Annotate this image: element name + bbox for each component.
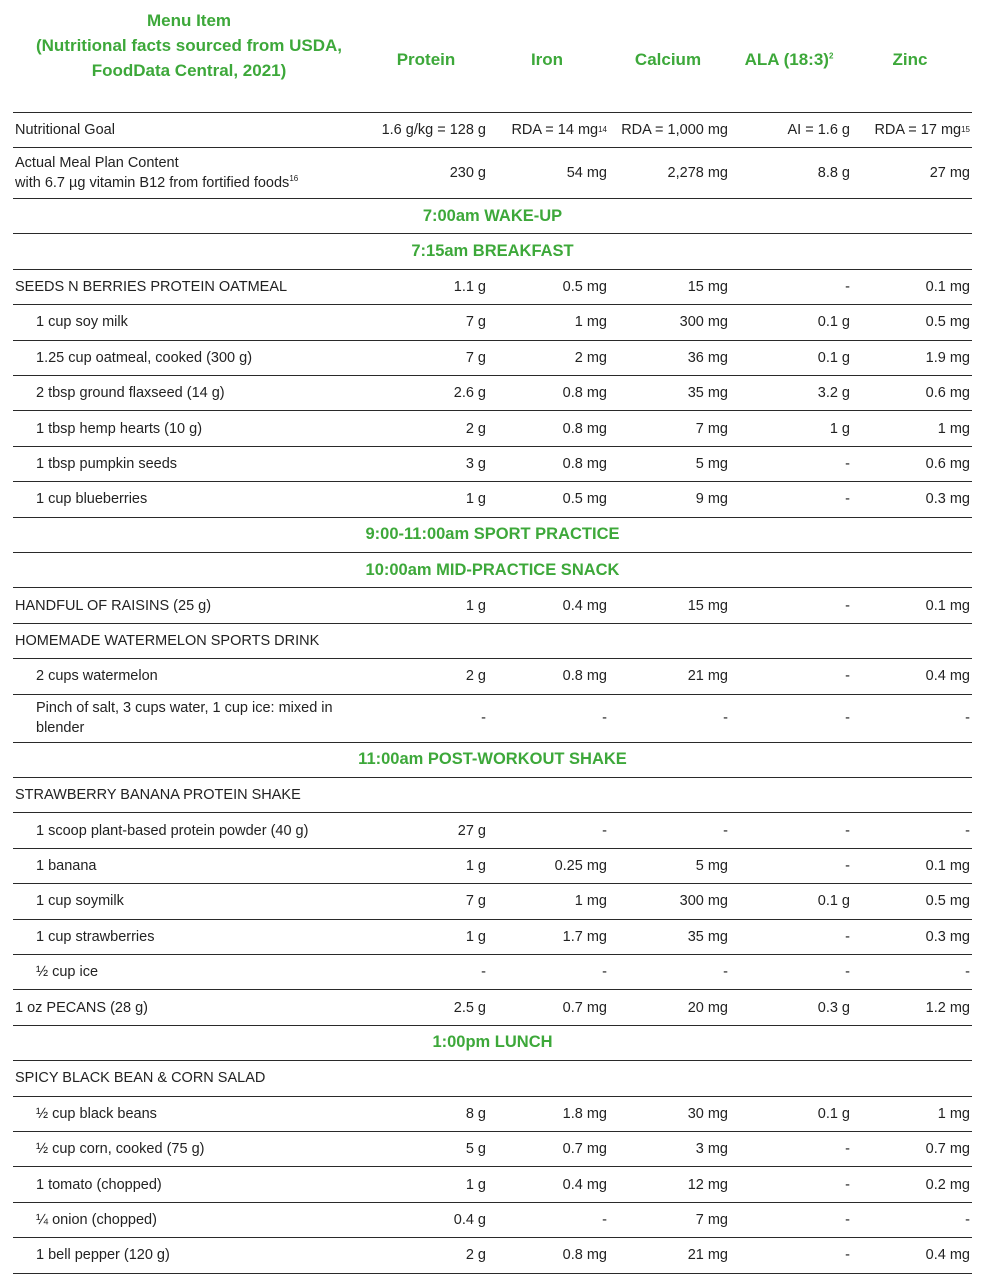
row-protein-value [366,624,486,658]
row-item-label: 1 cup soy milk [36,314,128,331]
row-zinc-value: 0.7 mg [925,1141,970,1158]
row-calcium-value: 15 mg [687,597,728,614]
row-item-label: 1 oz PECANS (28 g) [15,999,148,1016]
goal-ala: AI = 1.6 g [787,122,850,138]
row-protein-value [366,778,486,812]
row-protein-value: 1 g [465,857,486,874]
row-zinc-value: 0.3 mg [925,491,970,508]
row-iron-value [487,778,607,812]
row-iron-value: - [602,822,607,839]
row-protein-value: 2 g [465,420,486,437]
section-header-row [13,518,972,553]
header-menu-item-title: Menu Item [146,11,232,30]
section-title: 9:00-11:00am SPORT PRACTICE [365,525,620,544]
row-calcium-value: - [723,964,728,981]
table-row [13,695,972,743]
row-calcium-value: 21 mg [687,668,728,685]
row-iron-value: 0.7 mg [562,1141,607,1158]
row-protein-value: 1.1 g [453,278,486,295]
row-calcium-value: 5 mg [695,857,728,874]
row-protein-value: 1 g [465,1176,486,1193]
row-ala-value: - [845,278,850,295]
row-item-label: SPICY BLACK BEAN & CORN SALAD [15,1070,266,1087]
row-zinc-value: 0.6 mg [925,455,970,472]
table-row [13,920,972,955]
row-calcium-value: 300 mg [679,314,728,331]
header-protein: Protein [396,50,456,69]
row-protein-value: 7 g [465,349,486,366]
row-calcium-value: 7 mg [695,1211,728,1228]
row-ala-value [730,1061,850,1095]
row-calcium-value: - [723,822,728,839]
row-zinc-value: 1.2 mg [925,999,970,1016]
table-row [13,955,972,990]
header-zinc: Zinc [892,50,928,69]
row-item-label: ½ cup black beans [36,1105,157,1122]
row-ala-value: - [845,857,850,874]
row-ala-value: - [845,455,850,472]
row-ala-value: - [845,1211,850,1228]
row-calcium-value [603,624,728,658]
section-title: 1:00pm LUNCH [432,1033,553,1052]
row-ala-value: 0.1 g [817,314,850,331]
nutritional-goal-row [13,112,972,148]
row-zinc-value: 0.6 mg [925,385,970,402]
row-item-label: ½ cup ice [36,964,99,981]
row-calcium-value: 36 mg [687,349,728,366]
row-calcium-value: 7 mg [695,420,728,437]
row-zinc-value [852,1061,970,1095]
row-protein-value: 2 g [465,668,486,685]
header-menu-source-line1: (Nutritional facts sourced from USDA, [35,36,343,55]
row-item-label: 1 cup strawberries [36,928,155,945]
row-calcium-value: 3 mg [695,1141,728,1158]
row-ala-value: - [845,1247,850,1264]
header-ala-footnote: 2 [828,51,834,61]
section-header-row [13,199,972,234]
row-ala-value [730,778,850,812]
table-row [13,813,972,848]
row-item-label: 1.25 cup oatmeal, cooked (300 g) [36,349,253,366]
row-zinc-value: 0.5 mg [925,893,970,910]
actual-label-footnote: 16 [289,174,299,184]
row-ala-value: - [845,668,850,685]
row-protein-value: 3 g [465,455,486,472]
row-zinc-value: 1.9 mg [925,349,970,366]
actual-label [15,148,367,198]
row-zinc-value: - [965,710,970,727]
row-ala-value: 1 g [829,420,850,437]
row-calcium-value [603,1061,728,1095]
row-protein-value: 7 g [465,314,486,331]
row-item-label: ¼ onion (chopped) [36,1211,157,1228]
row-iron-value: 0.25 mg [554,857,607,874]
row-protein-value: 2.6 g [453,385,486,402]
row-zinc-value: - [965,1211,970,1228]
table-row [13,341,972,376]
row-calcium-value: 21 mg [687,1247,728,1264]
table-row [13,990,972,1025]
row-iron-value: - [602,1211,607,1228]
row-iron-value: 2 mg [574,349,607,366]
row-zinc-value: 0.2 mg [925,1176,970,1193]
row-calcium-value: 12 mg [687,1176,728,1193]
row-ala-value: 3.2 g [817,385,850,402]
row-protein-value: 0.4 g [453,1211,486,1228]
table-row [13,411,972,446]
actual-iron: 54 mg [566,165,607,181]
section-title: 11:00am POST-WORKOUT SHAKE [358,750,627,769]
row-protein-value: 2 g [465,1247,486,1264]
table-row [13,588,972,623]
row-calcium-value: 15 mg [687,278,728,295]
row-calcium-value: 35 mg [687,385,728,402]
actual-label-line2: with 6.7 µg vitamin B12 from fortified foods [15,175,290,191]
row-protein-value: 5 g [465,1141,486,1158]
row-item-label: ½ cup corn, cooked (75 g) [36,1141,205,1158]
row-zinc-value: 0.1 mg [925,597,970,614]
row-ala-value: 0.1 g [817,1105,850,1122]
row-zinc-value: 1 mg [937,1105,970,1122]
row-item-label: HOMEMADE WATERMELON SPORTS DRINK [15,632,320,649]
table-row [13,1167,972,1202]
row-protein-value: 8 g [465,1105,486,1122]
header-menu-source-line2: FoodData Central, 2021) [91,61,287,80]
row-protein-value: 7 g [465,893,486,910]
header-ala-text: ALA (18:3) [744,50,829,69]
section-header-row [13,553,972,588]
row-protein-value: - [481,964,486,981]
actual-ala: 8.8 g [817,165,850,181]
row-zinc-value: - [965,822,970,839]
row-ala-value: - [845,597,850,614]
goal-iron: RDA = 14 mg 14 [511,122,607,138]
row-zinc-value: 0.4 mg [925,1247,970,1264]
row-protein-value: 1 g [465,928,486,945]
row-iron-value [487,1061,607,1095]
row-iron-value: - [602,964,607,981]
row-iron-value: 0.4 mg [562,597,607,614]
row-ala-value: 0.1 g [817,893,850,910]
row-item-label: 2 cups watermelon [36,668,158,685]
goal-iron-text: RDA = 14 mg [511,122,599,138]
row-item-label: 1 cup blueberries [36,491,148,508]
row-calcium-value: 20 mg [687,999,728,1016]
table-row [13,849,972,884]
table-row [13,305,972,340]
table-row [13,376,972,411]
goal-label: Nutritional Goal [15,122,115,138]
row-protein-value [366,1061,486,1095]
header-iron: Iron [530,50,564,69]
row-ala-value: 0.1 g [817,349,850,366]
row-protein-value: 2.5 g [453,999,486,1016]
row-ala-value: - [845,822,850,839]
row-protein-value: 1 g [465,491,486,508]
goal-zinc-text: RDA = 17 mg [874,122,962,138]
table-row [13,1203,972,1238]
row-iron-value: 0.5 mg [562,278,607,295]
row-item-label: Pinch of salt, 3 cups water, 1 cup ice: mixed in blender [36,700,333,737]
row-zinc-value: 1 mg [937,420,970,437]
row-iron-value [487,624,607,658]
row-iron-value: 0.7 mg [562,999,607,1016]
row-zinc-value [852,624,970,658]
table-row [13,1238,972,1273]
row-item-label: 1 cup soymilk [36,893,124,910]
actual-protein: 230 g [449,165,486,181]
row-item-label: 1 tomato (chopped) [36,1176,162,1193]
goal-protein: 1.6 g/kg = 128 g [381,122,486,138]
table-row [13,624,972,659]
row-item-label: 1 tbsp pumpkin seeds [36,455,178,472]
row-calcium-value: 9 mg [695,491,728,508]
row-iron-value: 0.5 mg [562,491,607,508]
row-calcium-value: - [723,710,728,727]
row-ala-value [730,624,850,658]
row-protein-value: - [481,710,486,727]
row-item-label: 1 bell pepper (120 g) [36,1247,170,1264]
goal-zinc: RDA = 17 mg 15 [874,122,970,138]
section-header-row [13,1026,972,1061]
row-ala-value: - [845,1176,850,1193]
row-iron-value: 0.4 mg [562,1176,607,1193]
row-item-label: 1 scoop plant-based protein powder (40 g) [36,822,309,839]
row-iron-value: 1.8 mg [562,1105,607,1122]
row-ala-value: - [845,710,850,727]
row-protein-value: 1 g [465,597,486,614]
row-item-label: 1 banana [36,857,97,874]
actual-content-row [13,148,972,199]
row-ala-value: - [845,1141,850,1158]
table-row [13,778,972,813]
row-item-label: STRAWBERRY BANANA PROTEIN SHAKE [15,787,301,804]
row-ala-value: - [845,928,850,945]
row-zinc-value [852,778,970,812]
header-calcium: Calcium [634,50,702,69]
section-title: 10:00am MID-PRACTICE SNACK [365,560,620,579]
row-iron-value: 1.7 mg [562,928,607,945]
table-row [13,447,972,482]
actual-zinc: 27 mg [929,165,970,181]
table-row [13,1097,972,1132]
section-header-row [13,234,972,269]
row-calcium-value: 300 mg [679,893,728,910]
row-item-label: 2 tbsp ground flaxseed (14 g) [36,385,225,402]
row-ala-value: 0.3 g [817,999,850,1016]
actual-label-line1: Actual Meal Plan Content [15,155,179,171]
table-row [13,1132,972,1167]
row-iron-value: 0.8 mg [562,420,607,437]
section-header-row [13,743,972,778]
row-zinc-value: 0.4 mg [925,668,970,685]
row-zinc-value: 0.1 mg [925,278,970,295]
row-zinc-value: 0.1 mg [925,857,970,874]
table-row [13,884,972,919]
row-iron-value: - [602,710,607,727]
row-iron-value: 0.8 mg [562,385,607,402]
row-iron-value: 1 mg [574,893,607,910]
row-calcium-value: 5 mg [695,455,728,472]
section-title: 7:15am BREAKFAST [411,242,574,261]
row-iron-value: 0.8 mg [562,1247,607,1264]
row-zinc-value: - [965,964,970,981]
row-item-label: 1 tbsp hemp hearts (10 g) [36,420,203,437]
row-ala-value: - [845,964,850,981]
row-zinc-value: 0.5 mg [925,314,970,331]
row-item-label: SEEDS N BERRIES PROTEIN OATMEAL [15,278,288,295]
table-row [13,482,972,517]
goal-calcium: RDA = 1,000 mg [621,122,728,138]
row-calcium-value: 35 mg [687,928,728,945]
row-item-label: HANDFUL OF RAISINS (25 g) [15,597,212,614]
table-row [13,270,972,305]
table-row [13,659,972,694]
row-iron-value: 1 mg [574,314,607,331]
row-protein-value: 27 g [457,822,486,839]
table-row [13,1061,972,1096]
section-title: 7:00am WAKE-UP [422,206,563,225]
row-calcium-value [603,778,728,812]
actual-calcium: 2,278 mg [667,165,728,181]
row-calcium-value: 30 mg [687,1105,728,1122]
row-iron-value: 0.8 mg [562,455,607,472]
row-iron-value: 0.8 mg [562,668,607,685]
row-ala-value: - [845,491,850,508]
row-zinc-value: 0.3 mg [925,928,970,945]
